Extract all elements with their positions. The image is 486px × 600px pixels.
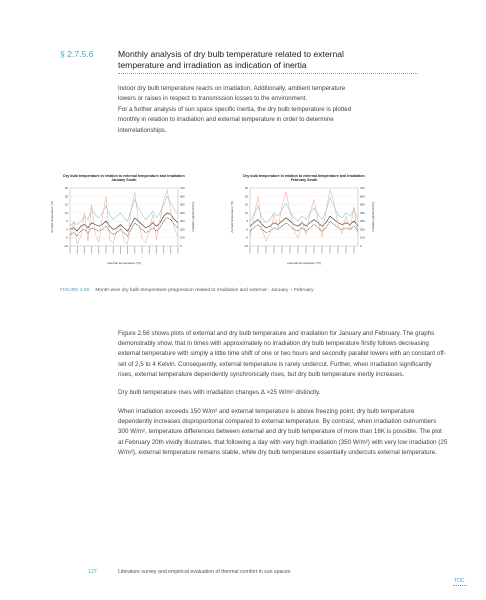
y-tick-label: 10 [64,210,68,215]
y-tick-label: 5 [246,219,248,224]
series-line [250,190,358,241]
y-tick-label: 0 [66,227,68,232]
y-tick-label: -5 [65,235,68,240]
y2-tick-label: 600 [180,194,185,199]
chart-svg [44,168,204,276]
plot-frame [250,188,358,246]
y-tick-label: -10 [243,244,248,248]
section-title-line1: Monthly analysis of dry bulb temperature related to external [118,49,344,59]
chart-title-text: Dry bulb temperature in relation to external temperature and irradiation [243,174,365,178]
figure-caption [60,288,314,293]
body-paragraph: Dry bulb temperature rises with irradiation changes Δ >25 W/m² distinctly. [118,389,321,397]
chart-title-text: Dry bulb temperature in relation to external temperature and irradiation [63,174,185,178]
chart-subtitle-text: February South [290,178,318,183]
y-tick-label: -10 [63,244,68,248]
y2-axis-label: irradiation global [W/m²] [371,202,375,232]
footer-title: Literature survey and empirical evaluation of thermal comfort in sun spaces [118,569,291,575]
figure-caption-text: Month-wise dry bulb temperature progression related to irradiation and external - January + February [95,288,314,293]
chart-february [224,168,384,276]
body-paragraph: When irradiation exceeds 150 W/m² and external temperature is above freezing point, dry bulb temperature dependently increases disproportional compared to external temperature. By contrast, when irradiation outnumbers 300 W/m², temperature differences between external and dry bulb temperature of more than 16K is possible. The plot at February 20th vividly illustrates, that following a day with very high irradiation (350 W/m²) with very low irradiation (25 W/m²), external temperature remains stable, while dry bulb temperature essentially undercuts external temperature. [118,408,448,456]
y-tick-label: 15 [64,202,68,207]
y-axis-label: dry bulb temperature [°C] [50,201,54,233]
y2-tick-label: 100 [180,235,185,240]
intro-text [118,84,438,136]
body-paragraph: Figure 2.56 shows plots of external and dry bulb temperature and irradiation for January and February. The graphs demonstrably show, that in times with approximately no irradiation dry bulb temperature firstly follows decreasing external temperature with simply a little time shift of one or two hours and secondly parallel lowers with an constant off-set of 2,5 to 4 Kelvin. Consequently, external temperature is rarely undercut. Further, when irradiation significantly rises, external temperature dependently synchronically rises, but dry bulb temperature inertly increases. [118,330,446,378]
y-tick-label: 25 [244,186,248,190]
y2-tick-label: 500 [180,202,185,207]
chart-january [44,168,204,276]
section-number: § 2.7.5.6 [60,49,94,59]
y-tick-label: 20 [64,194,68,199]
y-tick-label: 10 [244,210,248,215]
figure-charts [44,168,375,278]
series-line [250,198,358,223]
plot-frame [70,188,178,246]
y-tick-label: 20 [244,194,248,199]
y-tick-label: 0 [246,227,248,232]
y2-tick-label: 200 [180,227,185,232]
intro-line: interrelationships. [118,126,167,134]
y2-tick-label: 600 [360,194,365,199]
x-axis-label: external temperature [°C] [107,261,141,265]
figure-label: FIGURE 2.56 [60,288,90,293]
y2-tick-label: 400 [180,210,185,215]
chart-subtitle-text: January South [111,178,137,183]
intro-line: Indoor dry bulb temperature reacts on irradiation. Additionally, ambient temperature [118,85,346,92]
y2-tick-label: 700 [360,186,365,190]
y-tick-label: 5 [66,219,68,224]
y2-tick-label: 500 [360,202,365,207]
intro-line: lowers or raises in respect to transmission losses to the environment. [118,95,308,103]
y2-tick-label: 400 [360,210,365,215]
toc-underline [453,585,467,586]
x-axis-label: external temperature [°C] [287,261,321,265]
intro-line: For a further analysis of sun space specific inertia, the dry bulb temperature is plotted [118,105,352,113]
y-tick-label: 15 [244,202,248,207]
y2-tick-label: 0 [180,244,182,248]
section-title [118,49,398,71]
chart-title [224,174,384,183]
y2-tick-label: 200 [360,227,365,232]
toc-link[interactable]: TOC [454,578,465,584]
y2-tick-label: 100 [360,235,365,240]
intro-line: monthly in relation to irradiation and external temperature in order to determine [118,116,334,124]
y2-axis-label: irradiation global [W/m²] [191,202,195,232]
page-number: 127 [88,569,97,575]
body-text [118,329,448,466]
title-divider [118,73,418,74]
y-tick-label: -5 [245,235,248,240]
chart-svg [224,168,384,276]
y2-tick-label: 300 [360,219,365,224]
section-title-line2: temperature and irradiation as indication of inertia [118,60,307,70]
y-axis-label: dry bulb temperature [°C] [230,201,234,233]
chart-title [44,174,204,183]
y-tick-label: 25 [64,186,68,190]
y2-tick-label: 0 [360,244,362,248]
y2-tick-label: 700 [180,186,185,190]
series-line [70,190,178,245]
y2-tick-label: 300 [180,219,185,224]
